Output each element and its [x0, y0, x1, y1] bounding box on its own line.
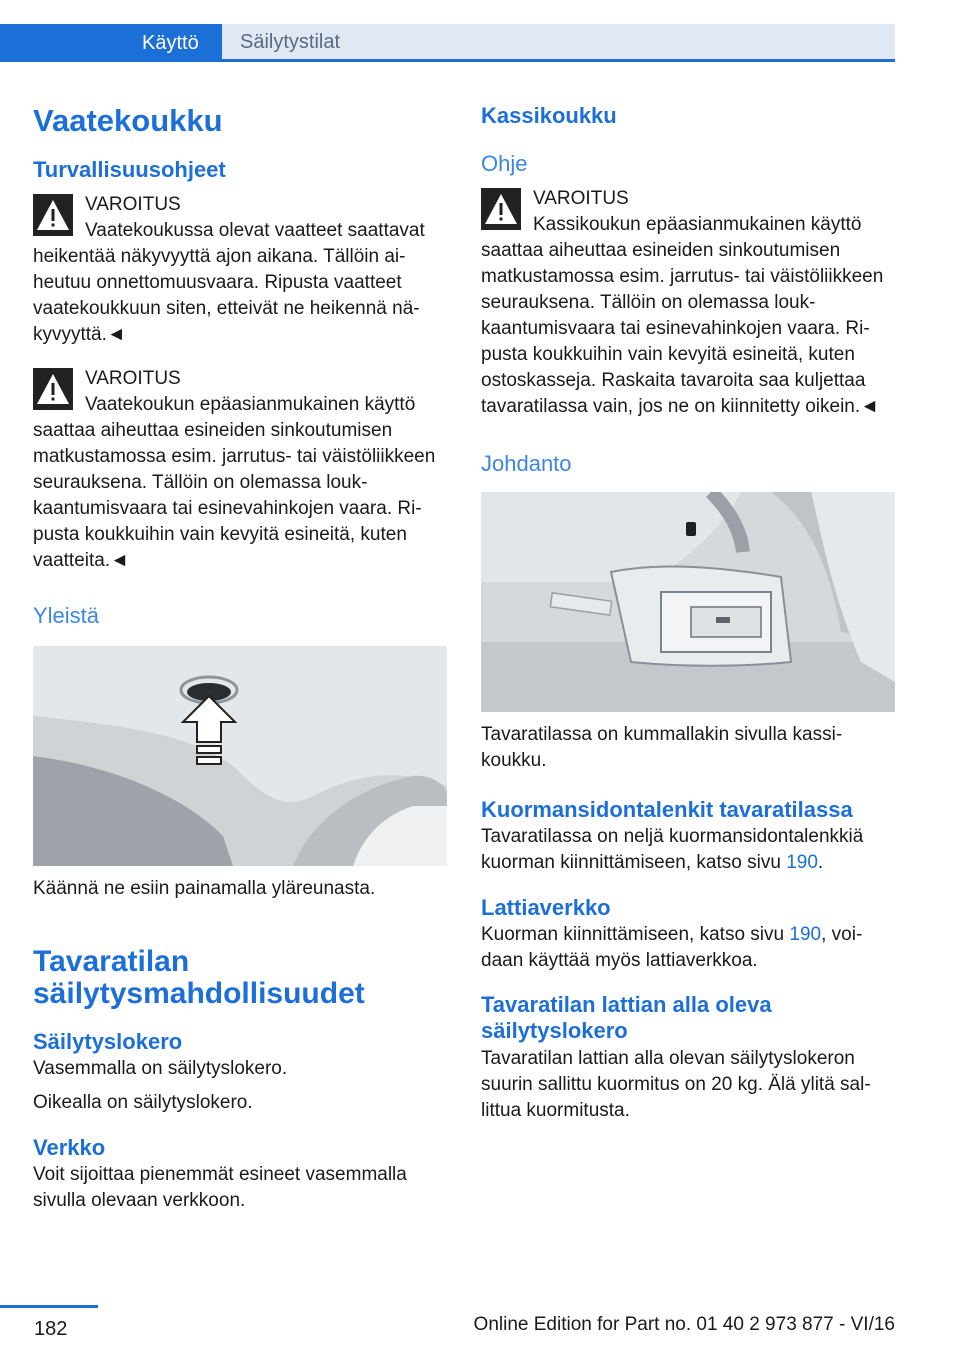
figure-caption: Käännä ne esiin painamalla yläreunasta. [33, 878, 376, 899]
warning-text: Vaatekoukun epäasianmukainen käyttö saattaa aiheuttaa esineiden sinkoutumisen matkustamossa esim. jarrutus- tai väistöliikkeen seurauksena. Tällöin on olemassa loukkaantumisvaara tai esinevahinkojen vaara. Ripusta koukkuihin vain kevyitä esineitä, kuten vaatteita.◄ [33, 394, 436, 571]
page-reference-link[interactable]: 190 [789, 924, 822, 945]
breadcrumb-section: Säilytystilat [222, 24, 895, 59]
coat-hook-figure [33, 646, 447, 866]
chapter-title: Vaatekoukku [33, 103, 223, 138]
lashing-heading: Kuormansidontalenkit tavaratilassa [481, 797, 853, 822]
edition-note: Online Edition for Part no. 01 40 2 973 877 - VI/16 [473, 1314, 895, 1335]
note-heading: Ohje [481, 151, 528, 176]
breadcrumb-chapter: Käyttö [0, 24, 222, 62]
storage-heading: Säilytyslokero [33, 1029, 183, 1054]
warning-label: VAROITUS [85, 368, 181, 389]
warning-text: Vaatekoukussa olevat vaatteet saattavat heikentää näkyvyyttä ajon aikana. Tällöin aiheutuu onnettomuusvaara. Ripusta vaatteet vaatekoukkuun siten, etteivät ne heikennä näkyvyyttä.◄ [33, 220, 425, 345]
warning-block [33, 366, 447, 574]
footer-rule [0, 1305, 98, 1308]
net-heading: Verkko [33, 1135, 106, 1160]
page-header [0, 24, 895, 62]
floor-net-heading: Lattiaverkko [481, 895, 611, 920]
warning-text: Kassikoukun epäasianmukainen käyttö saattaa aiheuttaa esineiden sinkoutumisen matkustamossa esim. jarrutus- tai väistöliikkeen seurauksena. Tällöin on olemassa loukkaantumisvaara tai esinevahinkojen vaara. Ripusta koukkuihin vain kevyitä esineitä, kuten ostoskasseja. Raskaita tavaroita saa kuljettaa tavaratilassa vain, jos ne on kiinnitetty oikein.◄ [481, 214, 884, 417]
warning-triangle-icon [33, 368, 73, 410]
left-column [33, 96, 447, 1214]
trunk-figure [481, 492, 895, 712]
net-text: Voit sijoittaa pienemmät esineet vasemmalla sivulla olevaan verkkoon. [33, 1164, 407, 1211]
warning-label: VAROITUS [85, 194, 181, 215]
page-reference-link[interactable]: 190 [786, 852, 818, 873]
warning-triangle-icon [33, 194, 73, 236]
storage-text-left: Vasemmalla on säilytyslokero. [33, 1058, 288, 1079]
header-rule [222, 59, 895, 62]
safety-heading: Turvallisuusohjeet [33, 157, 226, 182]
warning-block [481, 186, 895, 420]
warning-triangle-icon [481, 188, 521, 230]
bag-hook-heading: Kassikoukku [481, 103, 617, 128]
floor-net-text: Kuorman kiinnittämiseen, katso sivu 190, voidaan käyttää myös lattiaverkkoa. [481, 924, 863, 971]
intro-heading: Johdanto [481, 451, 572, 476]
under-floor-text: Tavaratilan lattian alla olevan säilytyslokeron suurin sallittu kuormitus on 20 kg. Älä ylitä sallittua kuormitusta. [481, 1048, 871, 1121]
lashing-text: Tavaratilassa on neljä kuormansidontalenkkiä kuorman kiinnittämiseen, katso sivu 190. [481, 826, 864, 873]
page-number: 182 [34, 1318, 68, 1340]
general-heading: Yleistä [33, 603, 100, 628]
storage-text-right: Oikealla on säilytyslokero. [33, 1092, 253, 1113]
chapter-title: Tavaratilan säilytysmahdollisuudet [33, 945, 365, 1010]
right-column [481, 96, 895, 1124]
warning-label: VAROITUS [533, 188, 629, 209]
under-floor-heading: Tavaratilan lattian alla oleva säilytyslokero [481, 992, 772, 1043]
intro-text: Tavaratilassa on kummallakin sivulla kassikoukku. [481, 724, 843, 771]
warning-block [33, 192, 447, 348]
